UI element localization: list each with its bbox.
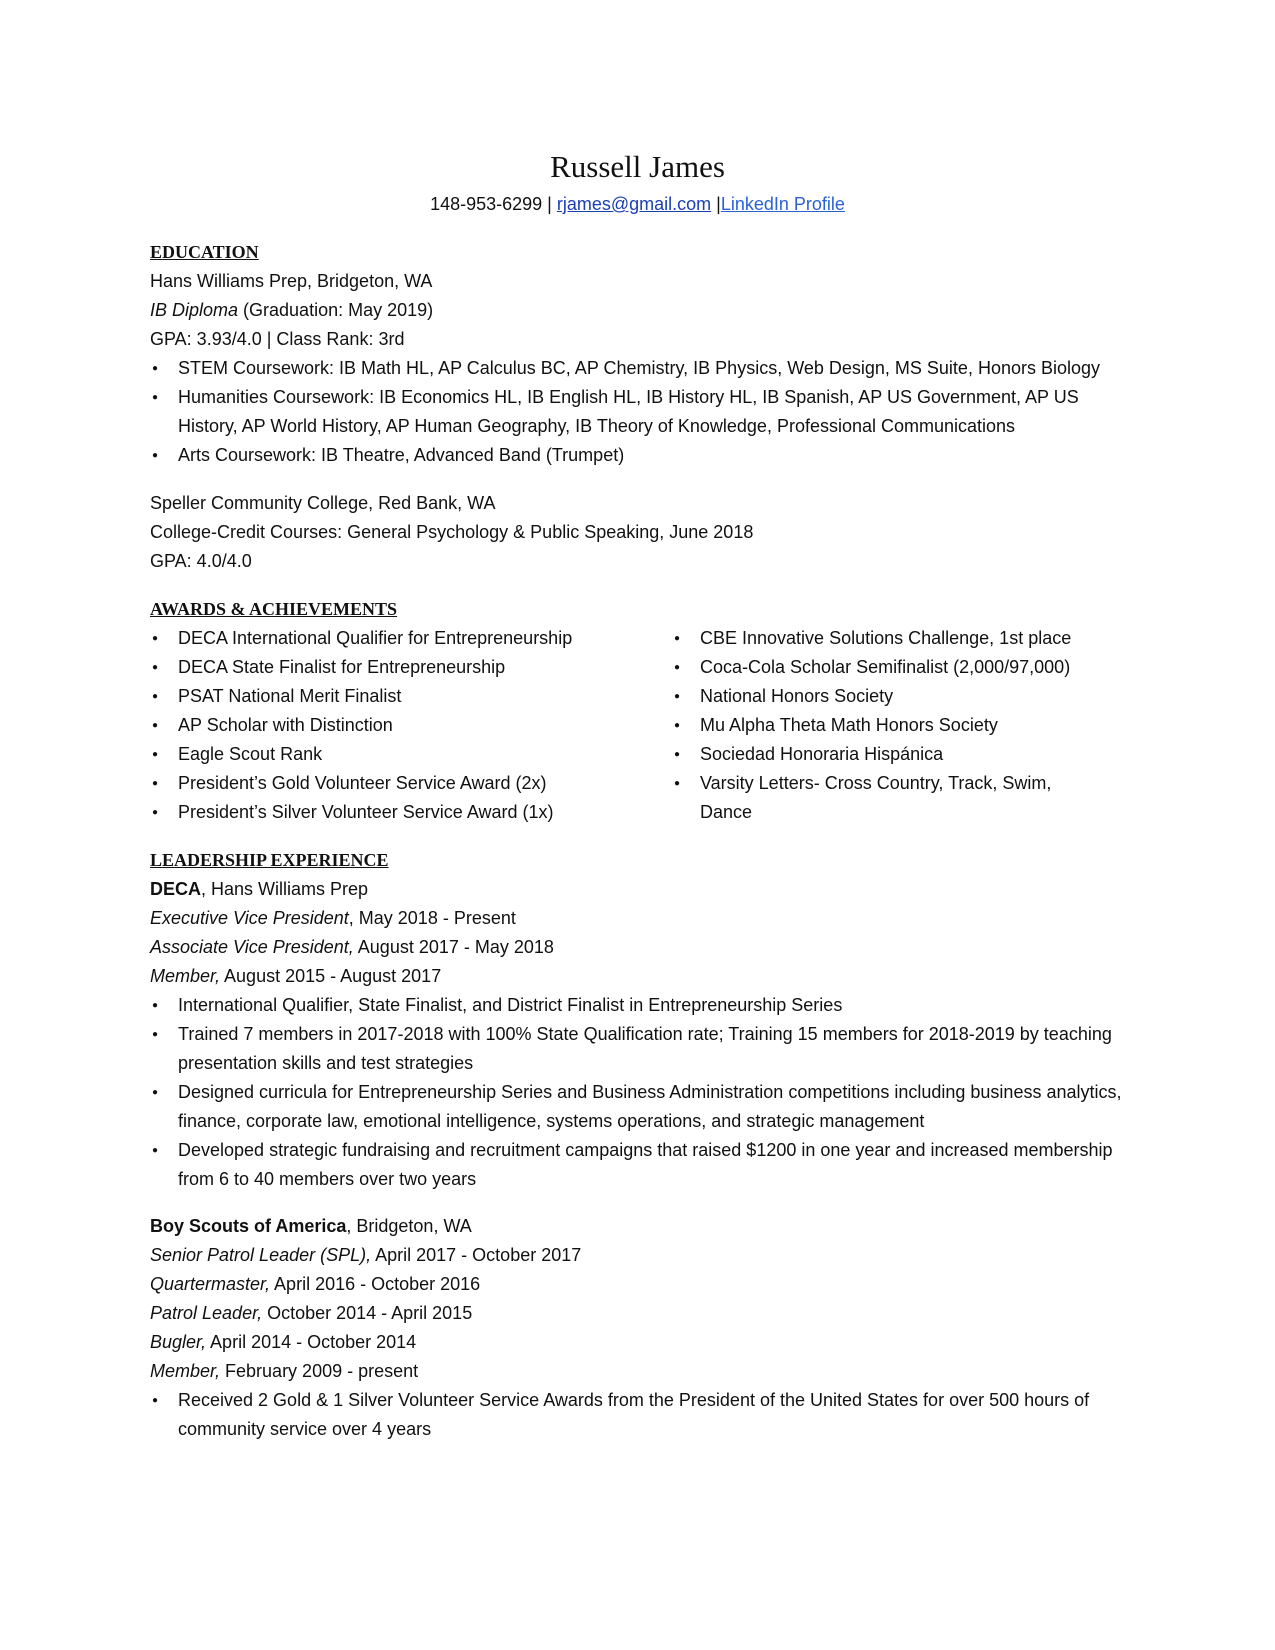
list-item: ● President’s Gold Volunteer Service Award (2x) [150,769,672,798]
role-line [150,1328,1130,1357]
organization-name: Boy Scouts of America [150,1216,347,1236]
candidate-name: Russell James [550,149,725,184]
organization-location: , Hans Williams Prep [201,879,369,899]
courses-line: College-Credit Courses: General Psychology & Public Speaking, June 2018 [150,522,754,542]
role-title: Executive Vice President [150,908,349,928]
role-title: Senior Patrol Leader (SPL), [150,1245,372,1265]
school-name: Speller Community College, Red Bank, WA [150,493,496,513]
leadership-heading: LEADERSHIP EXPERIENCE [150,850,389,870]
list-item: ● STEM Coursework: IB Math HL, AP Calculus BC, AP Chemistry, IB Physics, Web Design, MS Suite, Honors Biology [150,354,1130,383]
awards-list-left [150,624,672,827]
role-title: Associate Vice President, [150,937,354,957]
linkedin-link[interactable]: LinkedIn Profile [720,194,845,214]
organization-location: , Bridgeton, WA [346,1216,472,1236]
email-link[interactable]: rjames@gmail.com [556,194,712,214]
scouts-achievements-list [150,1386,1130,1444]
separator: | [542,194,557,214]
diploma-title: IB Diploma [150,300,239,320]
gpa-line: GPA: 4.0/4.0 [150,551,252,571]
list-item: ● National Honors Society [672,682,1102,711]
role-title: Patrol Leader, [150,1303,263,1323]
role-dates: August 2017 - May 2018 [353,937,554,957]
list-item: ● Humanities Coursework: IB Economics HL, IB English HL, IB History HL, IB Spanish, AP US Government, AP US History, AP World History, AP Human Geography, IB Theory of Knowledge, Professional Communications [150,383,1130,441]
organization-name: DECA [150,879,202,899]
contact-line [0,192,1275,216]
deca-achievements-list [150,991,1130,1194]
role-dates: April 2014 - October 2014 [206,1332,417,1352]
gpa-line: GPA: 3.93/4.0 | Class Rank: 3rd [150,329,405,349]
list-item: ● President’s Silver Volunteer Service Award (1x) [150,798,672,827]
role-line [150,1241,1130,1270]
list-item: ● Mu Alpha Theta Math Honors Society [672,711,1102,740]
list-item: ● Trained 7 members in 2017-2018 with 100% State Qualification rate; Training 15 members for 2018-2019 by teaching presentation skills and test strategies [150,1020,1130,1078]
list-item: ● International Qualifier, State Finalist, and District Finalist in Entrepreneurship Series [150,991,1130,1020]
role-line [150,1299,1130,1328]
awards-heading: AWARDS & ACHIEVEMENTS [150,599,398,619]
list-item: ● Received 2 Gold & 1 Silver Volunteer Service Awards from the President of the United States for over 500 hours of community service over 4 years [150,1386,1130,1444]
role-title: Member, [150,1361,221,1381]
list-item: ● DECA State Finalist for Entrepreneurship [150,653,672,682]
graduation-date: (Graduation: May 2019) [238,300,434,320]
role-line [150,962,1130,991]
list-item: ● Coca-Cola Scholar Semifinalist (2,000/97,000) [672,653,1102,682]
list-item: ● AP Scholar with Distinction [150,711,672,740]
diploma-line [150,296,1130,325]
role-title: Bugler, [150,1332,207,1352]
phone-number: 148-953-6299 [430,194,543,214]
role-line [150,904,1130,933]
list-item: ● DECA International Qualifier for Entrepreneurship [150,624,672,653]
list-item: ● Designed curricula for Entrepreneurship Series and Business Administration competitions including business analytics, finance, corporate law, emotional intelligence, systems operations, and strategic management [150,1078,1130,1136]
education-heading: EDUCATION [150,242,259,262]
separator: | [711,194,721,214]
list-item: ● Eagle Scout Rank [150,740,672,769]
coursework-list [150,354,1130,470]
role-dates: , May 2018 - Present [348,908,516,928]
organization-line [150,1212,1130,1241]
role-line [150,1357,1130,1386]
role-line [150,1270,1130,1299]
role-dates: April 2016 - October 2016 [270,1274,481,1294]
list-item: ● Developed strategic fundraising and recruitment campaigns that raised $1200 in one year and increased membership from 6 to 40 members over two years [150,1136,1130,1194]
list-item: ● Sociedad Honoraria Hispánica [672,740,1102,769]
awards-list-right [672,624,1102,827]
awards-columns [150,624,1130,827]
organization-line [150,875,1130,904]
role-dates: October 2014 - April 2015 [262,1303,473,1323]
role-dates: February 2009 - present [220,1361,419,1381]
role-title: Quartermaster, [150,1274,271,1294]
role-title: Member, [150,966,221,986]
role-line [150,933,1130,962]
school-name: Hans Williams Prep, Bridgeton, WA [150,271,433,291]
role-dates: April 2017 - October 2017 [371,1245,582,1265]
list-item: ● CBE Innovative Solutions Challenge, 1st place [672,624,1102,653]
list-item: ● Arts Coursework: IB Theatre, Advanced Band (Trumpet) [150,441,1130,470]
resume-body [150,238,1130,1444]
list-item: ● PSAT National Merit Finalist [150,682,672,711]
role-dates: August 2015 - August 2017 [220,966,442,986]
list-item: ● Varsity Letters- Cross Country, Track, Swim, Dance [672,769,1070,827]
